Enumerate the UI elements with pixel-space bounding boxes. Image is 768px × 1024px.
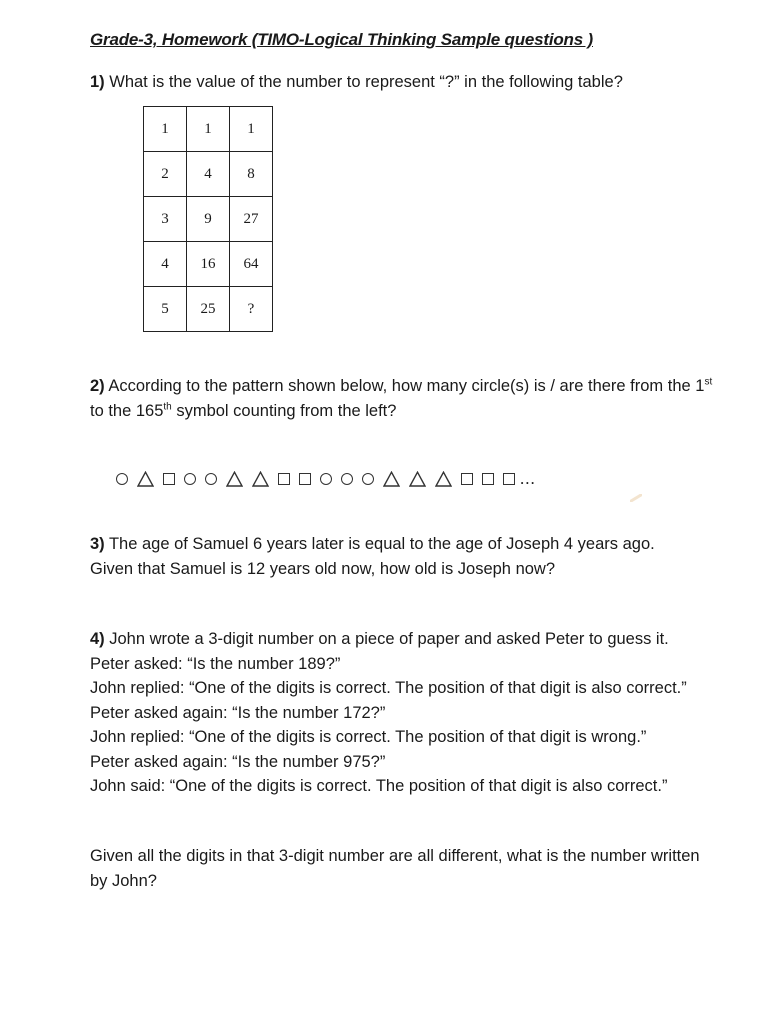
question-4-line: John said: “One of the digits is correct. The position of that digit is also correct.” bbox=[90, 777, 668, 795]
table-row bbox=[144, 287, 273, 332]
triangle-icon bbox=[409, 471, 426, 487]
triangle-icon bbox=[435, 471, 452, 487]
circle-icon bbox=[341, 473, 353, 485]
question-3-line-1: The age of Samuel 6 years later is equal to the age of Joseph 4 years ago. bbox=[104, 535, 655, 553]
table-row bbox=[144, 242, 273, 287]
table-cell: ? bbox=[230, 287, 273, 332]
table-cell: 3 bbox=[144, 197, 187, 242]
question-3-number: 3) bbox=[90, 535, 105, 553]
symbol-pattern bbox=[116, 466, 536, 492]
triangle-icon bbox=[137, 471, 154, 487]
ordinal-suffix: th bbox=[163, 401, 172, 412]
table-row bbox=[144, 107, 273, 152]
number-table bbox=[143, 106, 273, 332]
question-4-number: 4) bbox=[90, 630, 105, 648]
table-cell: 64 bbox=[230, 242, 273, 287]
table-cell: 1 bbox=[230, 107, 273, 152]
question-2 bbox=[90, 374, 720, 423]
table-cell: 2 bbox=[144, 152, 187, 197]
square-icon bbox=[163, 473, 175, 485]
question-4-line: Peter asked again: “Is the number 172?” bbox=[90, 703, 386, 722]
table-cell: 9 bbox=[187, 197, 230, 242]
question-4-line: Peter asked: “Is the number 189?” bbox=[90, 654, 341, 673]
question-4-line: Peter asked again: “Is the number 975?” bbox=[90, 752, 386, 771]
question-4 bbox=[90, 627, 720, 799]
square-icon bbox=[278, 473, 290, 485]
circle-icon bbox=[362, 473, 374, 485]
square-icon bbox=[482, 473, 494, 485]
question-3 bbox=[90, 532, 720, 581]
question-1-number: 1) bbox=[90, 73, 105, 91]
table-row bbox=[144, 152, 273, 197]
triangle-icon bbox=[383, 471, 400, 487]
question-2-text-b: to the 165 bbox=[90, 401, 164, 420]
triangle-icon bbox=[252, 471, 269, 487]
circle-icon bbox=[116, 473, 128, 485]
circle-icon bbox=[320, 473, 332, 485]
triangle-icon bbox=[226, 471, 243, 487]
question-4-line: John replied: “One of the digits is correct. The position of that digit is wrong.” bbox=[90, 728, 647, 746]
square-icon bbox=[299, 473, 311, 485]
question-2-text-a: According to the pattern shown below, how many circle(s) is / are there from the 1 bbox=[104, 377, 705, 395]
table-cell: 1 bbox=[187, 107, 230, 152]
table-cell: 16 bbox=[187, 242, 230, 287]
question-4-line: John wrote a 3-digit number on a piece of paper and asked Peter to guess it. bbox=[104, 630, 669, 648]
square-icon bbox=[461, 473, 473, 485]
table-cell: 8 bbox=[230, 152, 273, 197]
question-2-text-c: symbol counting from the left? bbox=[171, 401, 397, 420]
ordinal-suffix: st bbox=[704, 376, 713, 388]
question-4-closing: Given all the digits in that 3-digit number are all different, what is the number written by John? bbox=[90, 847, 700, 890]
question-1 bbox=[90, 70, 720, 95]
table-cell: 1 bbox=[144, 107, 187, 152]
page-title: Grade-3, Homework (TIMO-Logical Thinking Sample questions ) bbox=[90, 30, 593, 49]
pattern-ellipsis: ... bbox=[520, 469, 536, 488]
square-icon bbox=[503, 473, 515, 485]
table-cell: 4 bbox=[187, 152, 230, 197]
table-cell: 27 bbox=[230, 197, 273, 242]
table-cell: 4 bbox=[144, 242, 187, 287]
scan-mark bbox=[630, 494, 642, 502]
question-2-number: 2) bbox=[90, 377, 105, 395]
question-3-line-2: Given that Samuel is 12 years old now, how old is Joseph now? bbox=[90, 559, 556, 578]
table-row bbox=[144, 197, 273, 242]
table-cell: 25 bbox=[187, 287, 230, 332]
circle-icon bbox=[205, 473, 217, 485]
circle-icon bbox=[184, 473, 196, 485]
table-cell: 5 bbox=[144, 287, 187, 332]
question-1-text: What is the value of the number to represent “?” in the following table? bbox=[104, 73, 623, 91]
question-4-line: John replied: “One of the digits is correct. The position of that digit is also correct.” bbox=[90, 679, 687, 697]
